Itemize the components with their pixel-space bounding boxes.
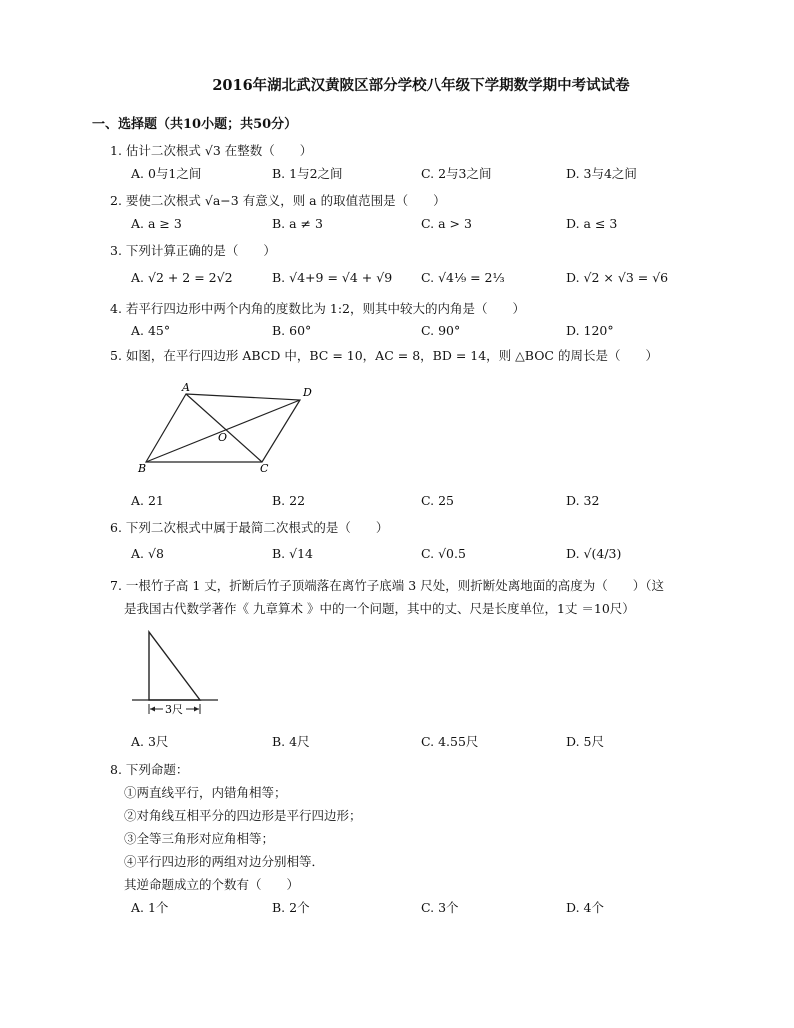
q5-option-a[interactable]: A. 21 xyxy=(131,493,164,508)
q6-option-c[interactable]: C. √0.5 xyxy=(421,546,466,561)
q7-option-a[interactable]: A. 3尺 xyxy=(131,734,169,749)
bamboo-triangle xyxy=(149,632,200,700)
q2-option-a[interactable]: A. a ≥ 3 xyxy=(131,216,182,231)
q8-item-4: ④平行四边形的两组对边分别相等． xyxy=(124,854,325,869)
question-5-stem: 5. 如图，在平行四边形 ABCD 中，BC = 10，AC = 8，BD = 14，则 △BOC 的周长是（ ） xyxy=(110,348,658,363)
q3-option-d[interactable]: D. √2 × √3 = √6 xyxy=(566,270,669,285)
q6-option-d[interactable]: D. √(4/3) xyxy=(566,546,622,561)
q2-option-b[interactable]: B. a ≠ 3 xyxy=(272,216,323,231)
label-o: O xyxy=(218,431,228,444)
q8-option-c[interactable]: C. 3个 xyxy=(421,900,459,915)
q8-item-3: ③全等三角形对应角相等； xyxy=(124,831,275,846)
question-3-stem: 3. 下列计算正确的是（ ） xyxy=(110,243,276,258)
q7-option-b[interactable]: B. 4尺 xyxy=(272,734,310,749)
parallelogram-figure xyxy=(134,380,324,478)
q2-option-d[interactable]: D. a ≤ 3 xyxy=(566,216,618,231)
q1-option-d[interactable]: D. 3与4之间 xyxy=(566,166,637,181)
q6-option-b[interactable]: B. √14 xyxy=(272,546,314,561)
q1-option-c[interactable]: C. 2与3之间 xyxy=(421,166,492,181)
parallelogram-outline xyxy=(146,394,300,462)
label-d: D xyxy=(303,386,312,399)
label-b: B xyxy=(138,462,147,475)
q8-option-a[interactable]: A. 1个 xyxy=(131,900,169,915)
q8-item-2: ②对角线互相平分的四边形是平行四边形； xyxy=(124,808,362,823)
question-6-stem: 6. 下列二次根式中属于最简二次根式的是（ ） xyxy=(110,520,389,535)
question-4-stem: 4. 若平行四边形中两个内角的度数比为 1:2，则其中较大的内角是（ ） xyxy=(110,301,525,316)
q4-option-b[interactable]: B. 60° xyxy=(272,323,312,338)
q1-option-b[interactable]: B. 1与2之间 xyxy=(272,166,343,181)
q3-option-c[interactable]: C. √4⅑ = 2⅓ xyxy=(421,270,505,285)
question-7-stem-line1: 7. 一根竹子高 1 丈，折断后竹子顶端落在离竹子底端 3 尺处，则折断处离地面的高度为（ ）（这 xyxy=(110,578,664,593)
q7-option-c[interactable]: C. 4.55尺 xyxy=(421,734,479,749)
q7-option-d[interactable]: D. 5尺 xyxy=(566,734,604,749)
diagonal-ac xyxy=(186,394,262,462)
dimension-label: 3尺 xyxy=(165,703,183,716)
q6-option-a[interactable]: A. √8 xyxy=(131,546,164,561)
question-7-stem-line2: 是我国古代数学著作《 九章算术 》中的一个问题，其中的丈、尺是长度单位，1丈 ＝10尺） xyxy=(124,601,635,616)
q2-option-c[interactable]: C. a > 3 xyxy=(421,216,472,231)
q4-option-c[interactable]: C. 90° xyxy=(421,323,461,338)
bamboo-triangle-figure xyxy=(130,628,220,720)
q8-tail: 其逆命题成立的个数有（ ） xyxy=(124,877,300,892)
arrow-left-icon xyxy=(150,707,155,712)
arrow-right-icon xyxy=(194,707,199,712)
q5-option-b[interactable]: B. 22 xyxy=(272,493,306,508)
question-8-stem: 8. 下列命题： xyxy=(110,762,189,777)
q8-item-1: ①两直线平行，内错角相等； xyxy=(124,785,287,800)
exam-title: 2016年湖北武汉黄陂区部分学校八年级下学期数学期中考试试卷 xyxy=(212,77,630,94)
q4-option-d[interactable]: D. 120° xyxy=(566,323,614,338)
q4-option-a[interactable]: A. 45° xyxy=(131,323,171,338)
question-1-stem: 1. 估计二次根式 √3 在整数（ ） xyxy=(110,143,313,158)
q3-option-b[interactable]: B. √4+9 = √4 + √9 xyxy=(272,270,393,285)
section-heading: 一、选择题（共10小题；共50分） xyxy=(92,117,298,132)
label-c: C xyxy=(260,462,269,475)
q8-option-b[interactable]: B. 2个 xyxy=(272,900,310,915)
q3-option-a[interactable]: A. √2 + 2 = 2√2 xyxy=(131,270,233,285)
q1-option-a[interactable]: A. 0与1之间 xyxy=(131,166,202,181)
question-2-stem: 2. 要使二次根式 √a−3 有意义，则 a 的取值范围是（ ） xyxy=(110,193,446,208)
q5-option-c[interactable]: C. 25 xyxy=(421,493,454,508)
label-a: A xyxy=(182,381,190,394)
q5-option-d[interactable]: D. 32 xyxy=(566,493,600,508)
q8-option-d[interactable]: D. 4个 xyxy=(566,900,604,915)
